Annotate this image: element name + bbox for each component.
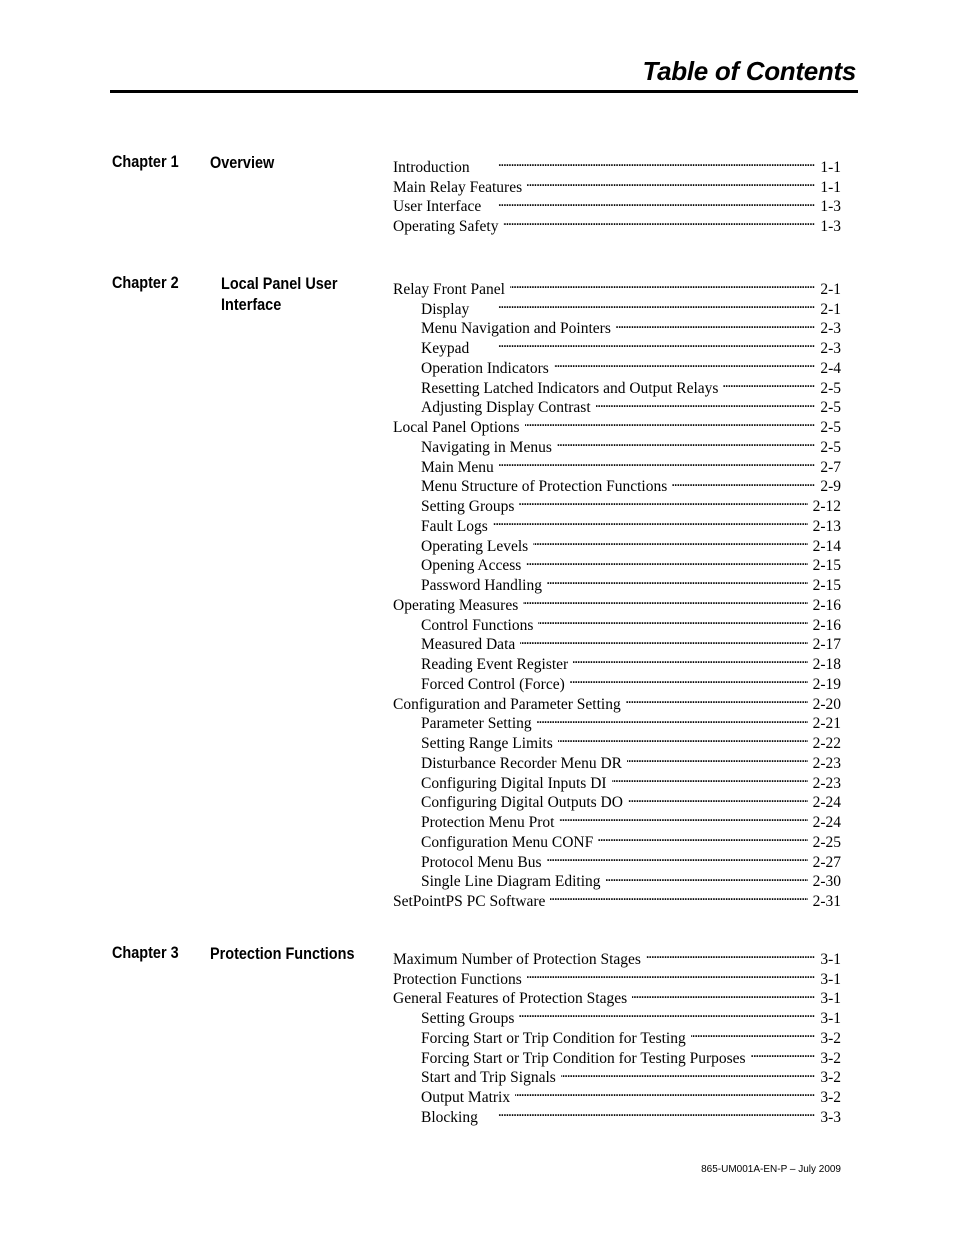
toc-entry-text: Password Handling (421, 577, 542, 594)
leader-dots (627, 748, 808, 768)
leader-dots (519, 491, 807, 511)
chapter-entries (393, 152, 841, 235)
toc-entry[interactable] (393, 944, 841, 968)
toc-entry-text: Display (421, 300, 470, 318)
leader-dots (557, 432, 815, 452)
toc-entry-page: 3-1 (820, 1010, 841, 1027)
leader-dots (616, 314, 815, 334)
chapter-label: Chapter 3 (112, 943, 179, 962)
toc-entry-text: Configuration Menu CONF (421, 833, 594, 851)
toc-entry-text: Resetting Latched Indicators and Output Relays (421, 379, 719, 397)
leader-dots (751, 1043, 816, 1063)
toc-entry-page: 2-5 (820, 438, 841, 456)
leader-dots (612, 768, 808, 788)
toc-entry-page: 3-1 (820, 970, 841, 988)
leader-dots (691, 1023, 816, 1043)
toc-entry-text: Keypad (421, 340, 470, 357)
toc-entry-text: Output Matrix (421, 1089, 511, 1106)
toc-entry-page: 2-25 (812, 833, 841, 851)
leader-dots (475, 152, 816, 172)
leader-dots (510, 274, 815, 294)
toc-entry-text: Menu Structure of Protection Functions (421, 478, 668, 496)
toc-entry-text: Parameter Setting (421, 715, 532, 733)
leader-dots (596, 393, 816, 413)
chapter-label: Chapter 2 (112, 273, 179, 292)
toc-entry-text: Configuring Digital Inputs DI (421, 774, 607, 792)
leader-dots (723, 373, 815, 393)
toc-entry-page: 1-1 (820, 158, 841, 176)
leader-dots (533, 531, 807, 551)
leader-dots (486, 192, 815, 212)
toc-entry-page: 2-16 (812, 616, 841, 634)
leader-dots (573, 649, 807, 669)
leader-dots (626, 689, 808, 709)
leader-dots (537, 709, 808, 729)
toc-entry-page: 2-23 (812, 774, 841, 792)
toc-entry-text: Protection Menu Prot (421, 814, 555, 831)
toc-entry-text: Blocking (421, 1108, 478, 1126)
chapter-label: Chapter 1 (112, 152, 179, 171)
toc-entry-page: 2-17 (812, 636, 841, 654)
toc-entry-page: 3-1 (820, 990, 841, 1008)
toc-entry-text: Setting Groups (421, 1010, 515, 1027)
toc-entry-page: 2-23 (812, 754, 841, 772)
toc-entry-page: 2-1 (820, 300, 841, 318)
toc-entry-page: 3-1 (820, 950, 841, 968)
leader-dots (632, 984, 815, 1004)
toc-entry-text: Forced Control (Force) (421, 675, 565, 693)
toc-entry-page: 3-2 (820, 1089, 841, 1106)
leader-dots (523, 590, 807, 610)
leader-dots (561, 1063, 816, 1083)
toc-entry-page: 3-2 (820, 1069, 841, 1087)
toc-entry-text: Maximum Number of Protection Stages (393, 950, 641, 968)
leader-dots (550, 886, 807, 906)
toc-entry-page: 2-3 (820, 320, 841, 338)
leader-dots (526, 551, 807, 571)
toc-entry-text: Introduction (393, 158, 470, 176)
leader-dots (493, 511, 808, 531)
toc-entry-text: Operating Measures (393, 596, 519, 614)
chapter-title-line: Local Panel User (221, 274, 338, 293)
toc-entry-page: 2-22 (812, 735, 841, 752)
toc-entry-text: Measured Data (421, 636, 516, 654)
toc-entry-text: Local Panel Options (393, 419, 520, 436)
leader-dots (483, 1102, 815, 1122)
toc-entry-page: 2-5 (820, 379, 841, 397)
chapter-entries (393, 944, 841, 1126)
toc-entry-page: 2-15 (812, 577, 841, 594)
toc-entry-text: Start and Trip Signals (421, 1069, 556, 1087)
toc-entry-page: 2-7 (820, 458, 841, 476)
toc-entry-text: Main Relay Features (393, 178, 523, 196)
toc-entry-page: 2-16 (812, 596, 841, 614)
leader-dots (499, 452, 816, 472)
toc-entry-text: Fault Logs (421, 517, 488, 535)
toc-entry-text: Operation Indicators (421, 359, 549, 377)
leader-dots (547, 570, 808, 590)
leader-dots (559, 807, 807, 827)
toc-entry-text: Control Functions (421, 616, 534, 634)
toc-entry-text: Protocol Menu Bus (421, 853, 542, 871)
toc-entry-page: 1-3 (820, 218, 841, 235)
toc-entry-page: 2-15 (812, 557, 841, 575)
toc-entry-text: User Interface (393, 198, 482, 216)
leader-dots (538, 610, 807, 630)
leader-dots (525, 412, 816, 432)
toc-entry-page: 2-30 (812, 873, 841, 891)
toc-entry-page: 2-24 (812, 794, 841, 812)
toc-entry-page: 2-1 (820, 280, 841, 298)
toc-entry-page: 3-3 (820, 1108, 841, 1126)
toc-entry-text: SetPointPS PC Software (393, 893, 546, 910)
chapter-title-line: Overview (210, 153, 275, 172)
toc-entry-text: General Features of Protection Stages (393, 990, 628, 1008)
chapter-title (210, 152, 274, 173)
footer-doc-id: 865-UM001A-EN-P – July 2009 (701, 1164, 841, 1175)
leader-dots (598, 827, 807, 847)
toc-entry-text: Main Menu (421, 458, 494, 476)
leader-dots (672, 472, 815, 492)
toc-entry-page: 2-12 (812, 498, 841, 515)
page-title: Table of Contents (642, 56, 856, 86)
leader-dots (520, 630, 807, 650)
toc-entry-text: Reading Event Register (421, 656, 569, 673)
toc-entry-page: 2-3 (820, 340, 841, 357)
toc-entry-page: 2-19 (812, 675, 841, 693)
toc-entry[interactable] (393, 274, 841, 298)
leader-dots (474, 294, 815, 314)
toc-entry-page: 2-13 (812, 517, 841, 535)
toc-entry-page: 3-2 (820, 1029, 841, 1047)
chapter-title-line: Interface (221, 295, 282, 314)
toc-entry-text: Forcing Start or Trip Condition for Testing (421, 1029, 686, 1047)
toc-entry-page: 2-21 (812, 715, 841, 733)
toc-entry-page: 2-5 (820, 419, 841, 436)
leader-dots (515, 1082, 815, 1102)
leader-dots (628, 788, 808, 808)
toc-entry-text: Operating Levels (421, 537, 529, 555)
toc-entry-page: 1-1 (820, 178, 841, 196)
toc-entry-text: Disturbance Recorder Menu DR (421, 754, 623, 772)
leader-dots (474, 333, 815, 353)
toc-entry-text: Setting Range Limits (421, 735, 553, 752)
toc-entry-text: Menu Navigation and Pointers (421, 320, 611, 338)
toc-entry[interactable] (393, 152, 841, 176)
chapter-title-line: Protection Functions (210, 944, 355, 963)
toc-entry-page: 2-31 (812, 893, 841, 910)
toc-entry-text: Forcing Start or Trip Condition for Testing Purposes (421, 1049, 746, 1067)
leader-dots (547, 847, 808, 867)
toc-entry-text: Setting Groups (421, 498, 515, 515)
leader-dots (519, 1003, 815, 1023)
toc-entry-page: 3-2 (820, 1049, 841, 1067)
toc-entry-text: Operating Safety (393, 218, 499, 235)
leader-dots (527, 172, 815, 192)
toc-entry-page: 2-9 (820, 478, 841, 496)
leader-dots (527, 964, 816, 984)
toc-entry-page: 2-4 (820, 359, 841, 377)
leader-dots (554, 353, 815, 373)
toc-entry-text: Adjusting Display Contrast (421, 399, 591, 417)
chapter-entries (393, 274, 841, 910)
toc-entry-page: 1-3 (820, 198, 841, 216)
chapter-title (221, 273, 337, 315)
toc-entry-page: 2-20 (812, 695, 841, 713)
toc-entry-page: 2-18 (812, 656, 841, 673)
toc-entry-text: Configuring Digital Outputs DO (421, 794, 623, 812)
title-rule (110, 90, 858, 93)
leader-dots (646, 944, 815, 964)
toc-entry-text: Navigating in Menus (421, 438, 552, 456)
toc-entry-text: Protection Functions (393, 970, 522, 988)
chapter-title (210, 943, 355, 964)
leader-dots (503, 211, 815, 231)
toc-entry-text: Opening Access (421, 557, 522, 575)
toc-entry-page: 2-24 (812, 814, 841, 831)
toc-entry-text: Configuration and Parameter Setting (393, 695, 621, 713)
toc-entry-text: Single Line Diagram Editing (421, 873, 601, 891)
toc-entry-page: 2-27 (812, 853, 841, 871)
leader-dots (570, 669, 808, 689)
toc-entry-page: 2-14 (812, 537, 841, 555)
toc-entry-page: 2-5 (820, 399, 841, 417)
leader-dots (606, 867, 808, 887)
leader-dots (558, 728, 808, 748)
toc-entry-text: Relay Front Panel (393, 280, 505, 298)
